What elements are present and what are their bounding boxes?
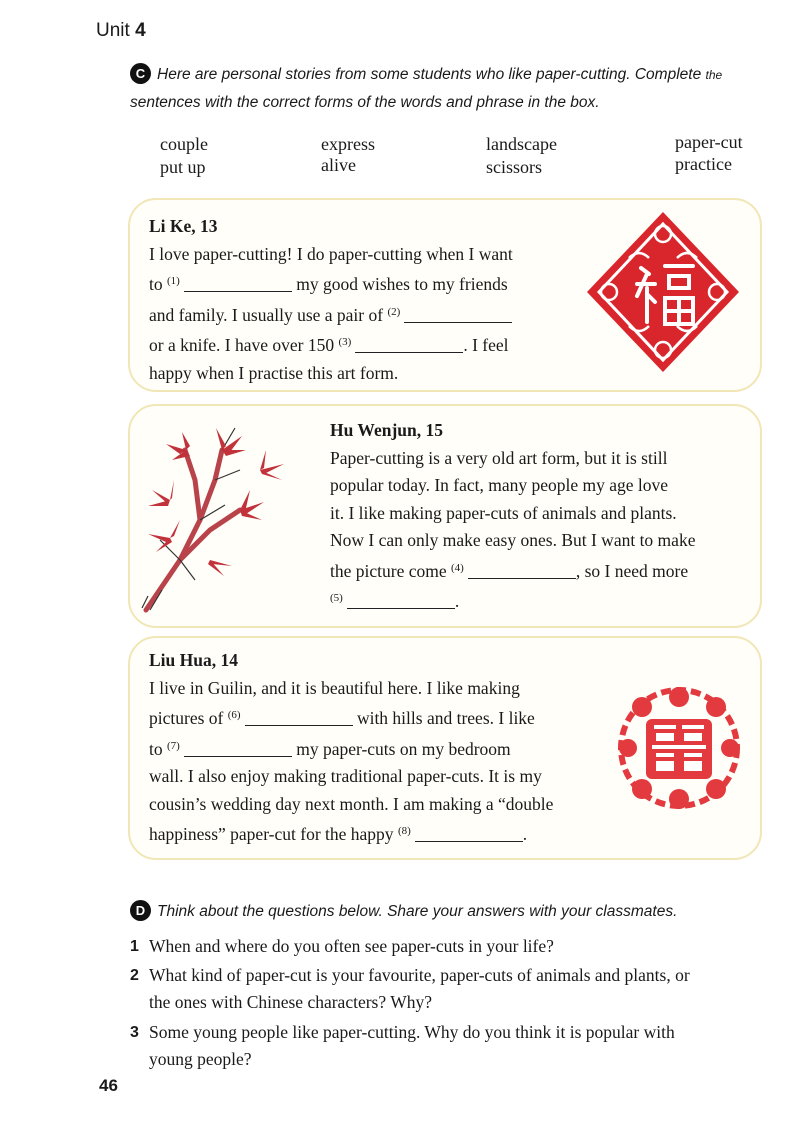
blank-6[interactable] xyxy=(245,709,353,726)
page-number: 46 xyxy=(99,1076,118,1095)
section-d-badge: D xyxy=(130,900,151,921)
text: pictures of xyxy=(149,708,224,728)
story-3-author: Liu Hua, 14 xyxy=(149,650,238,670)
word-item: put up xyxy=(160,157,206,177)
blank-number: (6) xyxy=(227,709,241,721)
blank-number: (2) xyxy=(387,305,401,318)
blank-number: (5) xyxy=(330,592,343,604)
story-3-line xyxy=(149,818,553,849)
word-item: landscape xyxy=(486,134,557,154)
unit-number: 4 xyxy=(135,20,146,41)
story-1-line: I love paper-cutting! I do paper-cutting when I want xyxy=(149,243,513,264)
question-number: 1 xyxy=(130,938,139,955)
text: my good wishes to my friends xyxy=(296,274,508,294)
word-item: practice xyxy=(675,154,732,174)
blank-number: (1) xyxy=(167,275,180,287)
section-c-instruction xyxy=(130,61,770,116)
text: . I feel xyxy=(463,335,509,355)
text: . xyxy=(454,591,460,611)
story-1-author: Li Ke, 13 xyxy=(149,216,218,236)
question-number: 3 xyxy=(130,1024,139,1041)
story-2-line xyxy=(330,585,695,616)
blank-8[interactable] xyxy=(415,825,523,842)
story-2-line: it. I like making paper-cuts of animals and plants. xyxy=(330,502,677,523)
text: my paper-cuts on my bedroom xyxy=(296,738,511,759)
unit-heading xyxy=(96,20,146,42)
story-1-line xyxy=(149,299,513,330)
story-1-line: happy when I practise this art form. xyxy=(149,362,399,383)
blank-number: (3) xyxy=(338,336,352,348)
story-3-text xyxy=(149,647,553,849)
blank-7[interactable] xyxy=(184,740,292,757)
instruction-line-1-tail: the xyxy=(705,68,723,82)
text: or a knife. I have over 150 xyxy=(149,335,335,355)
question-text: young people? xyxy=(149,1049,252,1069)
question-number: 2 xyxy=(130,967,139,984)
story-2-line: popular today. In fact, many people my age love xyxy=(330,475,669,495)
word-item: couple xyxy=(160,134,208,154)
blank-1[interactable] xyxy=(184,275,292,292)
section-d-instruction xyxy=(130,900,770,921)
question-text: What kind of paper-cut is your favourite, paper-cuts of animals and plants, or xyxy=(149,965,690,985)
text: to xyxy=(149,738,163,759)
text: and family. I usually use a pair of xyxy=(149,304,384,325)
story-3-line xyxy=(149,733,553,764)
blank-4[interactable] xyxy=(468,562,576,579)
word-item: express xyxy=(321,134,375,154)
text: to xyxy=(149,274,163,294)
blank-number: (4) xyxy=(451,561,464,574)
question-item xyxy=(130,933,780,960)
story-1-line xyxy=(149,268,513,299)
unit-label: Unit xyxy=(96,20,130,41)
instruction-line-1: Here are personal stories from some students who like paper-cutting. Complete xyxy=(157,66,702,83)
blank-number: (7) xyxy=(167,739,180,752)
text: with hills and trees. I like xyxy=(356,708,535,728)
story-3-line xyxy=(149,702,553,733)
story-3-line: wall. I also enjoy making traditional paper-cuts. It is my xyxy=(149,766,542,786)
word-item: paper-cut xyxy=(675,132,743,152)
story-2-line: Paper-cutting is a very old art form, but it is still xyxy=(330,447,668,468)
fu-paper-cut-image xyxy=(583,208,743,376)
story-3-line: cousin’s wedding day next month. I am making a “double xyxy=(149,793,554,814)
story-1-line xyxy=(149,329,513,360)
section-c-badge: C xyxy=(130,63,151,84)
story-2-line xyxy=(330,555,695,586)
instruction-line-2: sentences with the correct forms of the words and phrase in the box. xyxy=(130,94,600,111)
double-happiness-paper-cut-image xyxy=(614,683,744,813)
text: . xyxy=(522,824,528,844)
text: happiness” paper-cut for the happy xyxy=(149,824,394,844)
blank-5[interactable] xyxy=(347,592,455,609)
question-item xyxy=(130,1019,780,1073)
story-1-text xyxy=(149,213,513,387)
story-2-line: Now I can only make easy ones. But I want to make xyxy=(330,530,696,550)
question-item xyxy=(130,962,790,1016)
question-text: Some young people like paper-cutting. Why do you think it is popular with xyxy=(149,1022,675,1042)
story-2-text xyxy=(330,417,695,616)
word-item: scissors xyxy=(486,157,543,177)
blank-number: (8) xyxy=(397,825,411,837)
blank-2[interactable] xyxy=(404,306,512,323)
story-3-line: I live in Guilin, and it is beautiful here. I like making xyxy=(149,677,520,698)
question-text: the ones with Chinese characters? Why? xyxy=(149,992,432,1012)
text: the picture come xyxy=(330,560,447,581)
blank-3[interactable] xyxy=(355,336,463,353)
bamboo-paper-cut-image xyxy=(140,410,310,615)
question-text: When and where do you often see paper-cuts in your life? xyxy=(149,936,554,956)
text: , so I need more xyxy=(575,560,689,581)
story-2-author: Hu Wenjun, 15 xyxy=(330,420,443,440)
instruction-text: Think about the questions below. Share your answers with your classmates. xyxy=(157,903,678,920)
word-item: alive xyxy=(321,155,356,175)
